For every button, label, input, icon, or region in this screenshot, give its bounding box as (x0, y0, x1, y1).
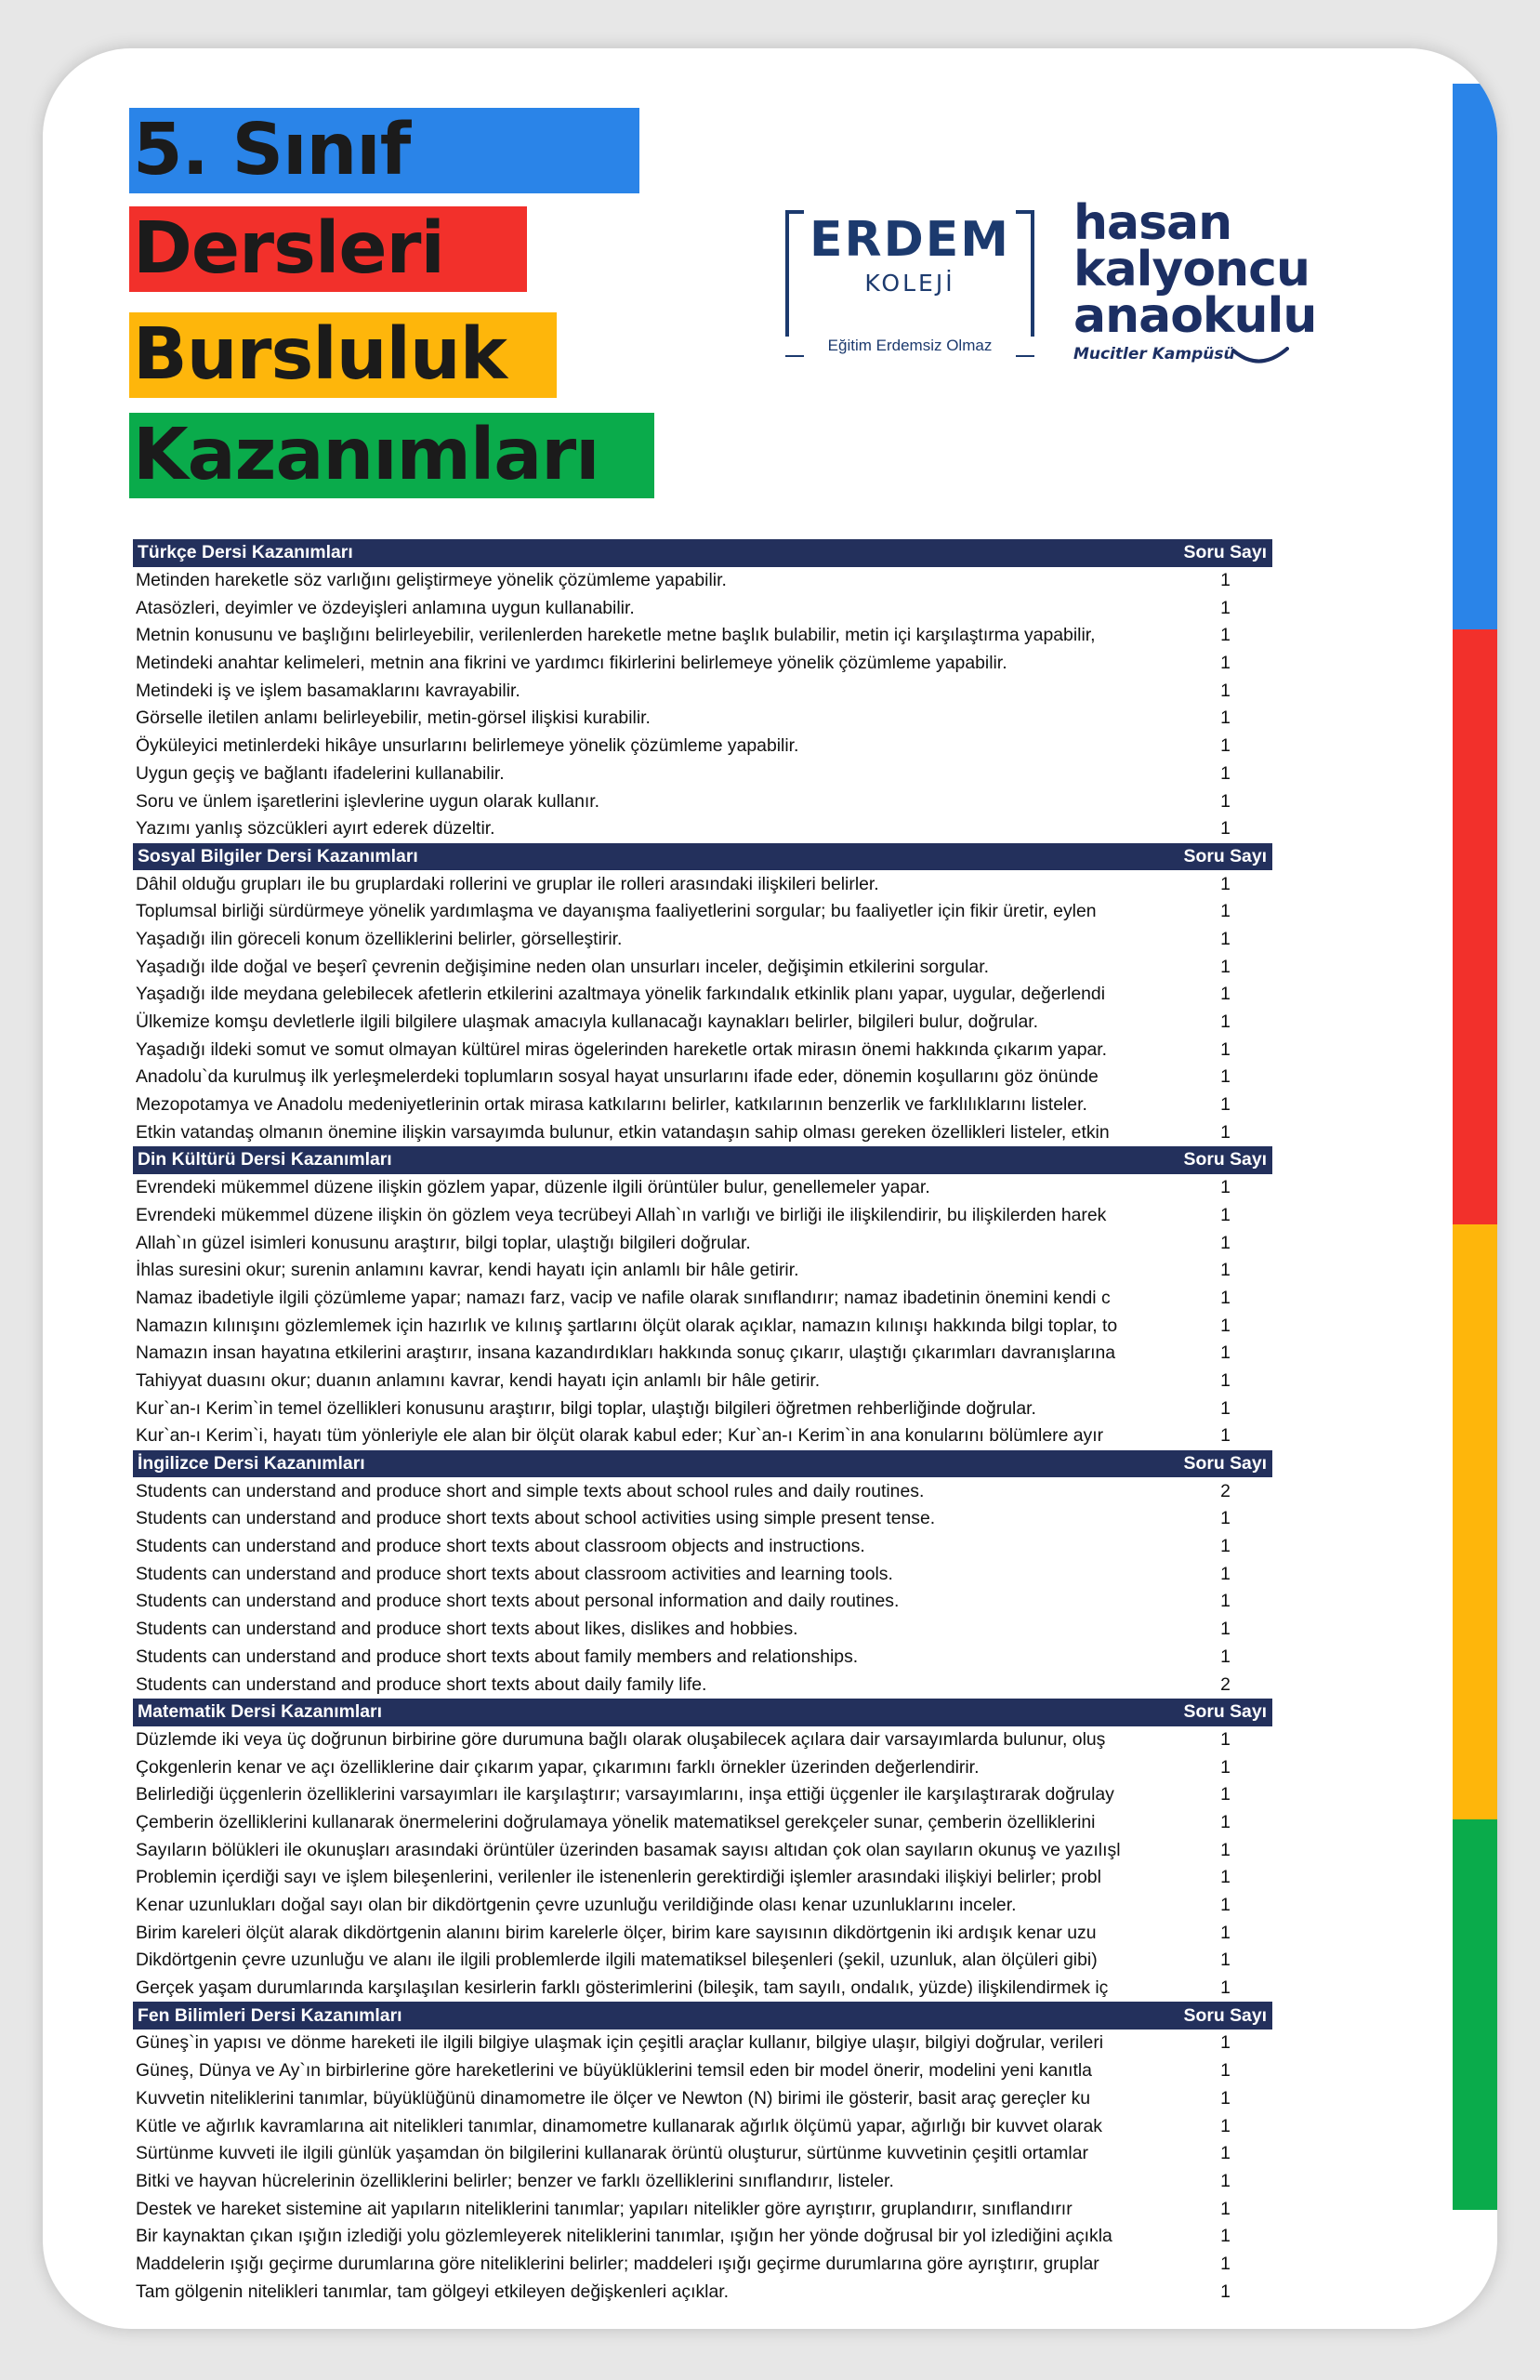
table-row (133, 2168, 1272, 2196)
table-row (133, 1257, 1272, 1285)
outcome-text: Students can understand and produce short texts about likes, dislikes and hobbies. (136, 1619, 798, 1640)
outcome-text: Yaşadığı ilde doğal ve beşerî çevrenin değişimine neden olan unsurları inceler, değişimin etkilerini sorgular. (136, 956, 989, 977)
outcome-text: Allah`ın güzel isimleri konusunu araştırır, bilgi toplar, ulaştığı bilgileri doğrular. (136, 1232, 751, 1253)
outcome-text: Kur`an-ı Kerim`in temel özellikleri konusunu araştırır, bilgi toplar, ulaştığı bilgileri öğretmen rehberliğinde doğrular. (136, 1397, 1036, 1419)
section-title: Matematik Dersi Kazanımları (138, 1701, 382, 1723)
table-row (133, 2251, 1272, 2279)
outcome-text: Tahiyyat duasını okur; duanın anlamını kavrar, kendi hayatı için anlamlı bir hâle getirir. (136, 1369, 821, 1391)
question-count: 1 (1220, 1784, 1231, 1805)
table-row (133, 1009, 1272, 1037)
section-title: Fen Bilimleri Dersi Kazanımları (138, 2004, 402, 2026)
question-count: 1 (1220, 1563, 1231, 1584)
outcome-text: Students can understand and produce short texts about classroom activities and learning tools. (136, 1563, 893, 1584)
question-count: 1 (1220, 2060, 1231, 2082)
question-count: 1 (1220, 2281, 1231, 2302)
outcome-text: Sayıların bölükleri ile okunuşları arasındaki örüntüler üzerinden basamak sayısı altıdan çok olan sayıların okunuş ve yazılışl (136, 1839, 1121, 1860)
question-count: 1 (1220, 1038, 1231, 1060)
table-row (133, 1312, 1272, 1340)
outcome-text: Students can understand and produce short and simple texts about school rules and daily routines. (136, 1480, 925, 1501)
table-row (133, 2195, 1272, 2223)
title-line-4: Kazanımları (129, 413, 654, 498)
question-count: 1 (1220, 1315, 1231, 1336)
question-count: 1 (1220, 735, 1231, 757)
table-row (133, 1229, 1272, 1257)
outcome-text: Evrendeki mükemmel düzene ilişkin ön gözlem veya tecrübeyi Allah`ın varlığı ve birliği ile ilişkilendirir, bu ilişkilerden harek (136, 1204, 1107, 1225)
outcome-text: Evrendeki mükemmel düzene ilişkin gözlem yapar, düzenle ilgili örüntüler bulur, genellemeler yapar. (136, 1177, 930, 1198)
outcome-text: Dikdörtgenin çevre uzunluğu ve alanı ile ilgili problemlerde ilgili matematiksel bileşenleri (şekil, uzunluk, alan ölçüleri gibi) (136, 1950, 1098, 1971)
outcome-text: Anadolu`da kurulmuş ilk yerleşmelerdeki toplumların sosyal hayat unsurlarını ifade eder, dönemin koşullarını göz önünde (136, 1066, 1099, 1088)
erdem-logo-sub: KOLEJİ (864, 270, 955, 297)
outcome-text: Namazın kılınışını gözlemlemek için hazırlık ve kılınış şartlarını ölçüt olarak açıklar, namazın kılınışı hakkında bilgi toplar, to (136, 1315, 1118, 1336)
outcome-text: Belirlediği üçgenlerin özelliklerini varsayımları ile karşılaştırır; varsayımlarını, inşa ettiği üçgenler ile karşılaştırarak doğrulay (136, 1784, 1114, 1805)
table-row (133, 898, 1272, 926)
table-row (133, 953, 1272, 981)
outcome-text: Kütle ve ağırlık kavramlarına ait nitelikleri tanımlar, dinamometre kullanarak ağırlık ölçümü yapar, ağırlığı bir kuvvet olarak (136, 2115, 1103, 2136)
question-count: 1 (1220, 928, 1231, 949)
question-count: 1 (1220, 1839, 1231, 1860)
table-row (133, 787, 1272, 815)
question-count: 1 (1220, 1012, 1231, 1033)
table-row (133, 1947, 1272, 1975)
table-row (133, 1726, 1272, 1754)
table-row (133, 1285, 1272, 1313)
erdem-logo-name: ERDEM (809, 212, 1010, 268)
outcome-text: Ülkemize komşu devletlerle ilgili bilgilere ulaşmak amacıyla kullanacağı kaynakları belirler, bilgileri bulur, doğrular. (136, 1012, 1039, 1033)
count-column-header: Soru Sayı (1183, 2004, 1267, 2026)
outcome-text: Toplumsal birliği sürdürmeye yönelik yardımlaşma ve dayanışma faaliyetlerini sorgular; bu faaliyetler için fikir üretir, eylen (136, 901, 1097, 922)
table-row (133, 2030, 1272, 2057)
question-count: 1 (1220, 1508, 1231, 1529)
table-row (133, 1174, 1272, 1202)
table-row (133, 1781, 1272, 1809)
table-row (133, 594, 1272, 622)
table-row (133, 1533, 1272, 1561)
hk-logo-sub: Mucitler Kampüsü (1073, 345, 1235, 364)
question-count: 1 (1220, 2170, 1231, 2191)
outcome-text: Etkin vatandaş olmanın önemine ilişkin varsayımda bulunur, etkin vatandaşın sahip olması gereken özellikleri listeler, etkin (136, 1121, 1110, 1143)
question-count: 1 (1220, 2115, 1231, 2136)
table-row (133, 1118, 1272, 1146)
table-row (133, 1753, 1272, 1781)
section-title: Sosyal Bilgiler Dersi Kazanımları (138, 845, 418, 866)
hk-logo-line-3: anaokulu (1073, 288, 1317, 344)
section-title: İngilizce Dersi Kazanımları (138, 1453, 365, 1474)
accent-bar-red (1453, 629, 1497, 1224)
question-count: 1 (1220, 873, 1231, 894)
outcome-text: Birim kareleri ölçüt alarak dikdörtgenin alanını birim karelerle ölçer, birim kare sayısının dikdörtgenin iki ardışık kenar uzu (136, 1922, 1097, 1943)
question-count: 1 (1220, 2198, 1231, 2219)
outcome-text: Students can understand and produce short texts about school activities using simple present tense. (136, 1508, 936, 1529)
question-count: 1 (1220, 1646, 1231, 1667)
outcome-text: Bitki ve hayvan hücrelerinin özelliklerini belirler; benzer ve farklı özelliklerini sınıflandırır, listeler. (136, 2170, 894, 2191)
title-line-1: 5. Sınıf (129, 108, 639, 193)
table-row (133, 1975, 1272, 2003)
question-count: 1 (1220, 1177, 1231, 1198)
count-column-header: Soru Sayı (1183, 1453, 1267, 1474)
outcome-text: Öyküleyici metinlerdeki hikâye unsurlarını belirlemeye yönelik çözümleme yapabilir. (136, 735, 799, 757)
question-count: 1 (1220, 1536, 1231, 1557)
outcome-text: Düzlemde iki veya üç doğrunun birbirine göre durumuna bağlı olarak oluşabilecek açılara dair varsayımlarda bulunur, oluş (136, 1728, 1106, 1750)
table-row (133, 1644, 1272, 1672)
table-row (133, 1588, 1272, 1616)
table-row (133, 2140, 1272, 2168)
outcome-text: Students can understand and produce short texts about personal information and daily routines. (136, 1591, 900, 1612)
question-count: 1 (1220, 1756, 1231, 1778)
outcome-text: Tam gölgenin nitelikleri tanımlar, tam gölgeyi etkileyen değişkenleri açıklar. (136, 2281, 730, 2302)
erdem-logo-motto: Eğitim Erdemsiz Olmaz (785, 337, 1034, 355)
outcome-text: Metindeki iş ve işlem basamaklarını kavrayabilir. (136, 680, 520, 701)
table-row (133, 2223, 1272, 2251)
section-header (133, 1450, 1272, 1478)
table-row (133, 1671, 1272, 1699)
table-row (133, 1560, 1272, 1588)
question-count: 1 (1220, 707, 1231, 729)
question-count: 1 (1220, 570, 1231, 591)
outcome-text: Namazın insan hayatına etkilerini araştırır, insana kazandırdıkları hakkında sonuç çıkarır, ulaştığı çıkarımları davranışlarına (136, 1342, 1116, 1364)
outcome-text: Güneş, Dünya ve Ay`ın birbirlerine göre hareketlerini ve büyüklüklerini temsil eden bir model önerir, modelini yeni kanıtla (136, 2060, 1092, 2082)
question-count: 1 (1220, 818, 1231, 840)
table-row (133, 1809, 1272, 1837)
question-count: 1 (1220, 1369, 1231, 1391)
outcome-text: Uygun geçiş ve bağlantı ifadelerini kullanabilir. (136, 762, 505, 784)
question-count: 2 (1220, 1480, 1231, 1501)
question-count: 1 (1220, 1922, 1231, 1943)
table-row (133, 567, 1272, 595)
question-count: 1 (1220, 1204, 1231, 1225)
question-count: 1 (1220, 1811, 1231, 1832)
section-header (133, 843, 1272, 871)
table-row (133, 1036, 1272, 1064)
question-count: 2 (1220, 1673, 1231, 1695)
section-header (133, 2002, 1272, 2030)
count-column-header: Soru Sayı (1183, 1149, 1267, 1170)
smile-icon (1231, 347, 1289, 367)
question-count: 1 (1220, 1425, 1231, 1447)
question-count: 1 (1220, 1950, 1231, 1971)
outcome-text: Problemin içerdiği sayı ve işlem bileşenlerini, verilenler ile istenenlerin gerektirdiği işlemler arasındaki ilişkiyi belirler; probl (136, 1867, 1101, 1888)
outcome-text: Students can understand and produce short texts about classroom objects and instructions. (136, 1536, 865, 1557)
outcome-text: Metinden hareketle söz varlığını geliştirmeye yönelik çözümleme yapabilir. (136, 570, 727, 591)
question-count: 1 (1220, 1867, 1231, 1888)
question-count: 1 (1220, 2087, 1231, 2109)
section-title: Türkçe Dersi Kazanımları (138, 542, 353, 563)
table-row (133, 2112, 1272, 2140)
title-line-2: Dersleri (129, 206, 527, 292)
outcome-text: Kur`an-ı Kerim`i, hayatı tüm yönleriyle ele alan bir ölçüt olarak kabul eder; Kur`an-ı Kerim`in ana konularını bölümlere ayır (136, 1425, 1104, 1447)
outcome-text: Metnin konusunu ve başlığını belirleyebilir, verilenlerden hareketle metne başlık bulabilir, metin içi karşılaştırma yapabilir, (136, 625, 1096, 646)
question-count: 1 (1220, 1591, 1231, 1612)
title-line-3: Bursluluk (129, 312, 557, 398)
question-count: 1 (1220, 901, 1231, 922)
table-row (133, 733, 1272, 760)
section-header (133, 539, 1272, 567)
question-count: 1 (1220, 984, 1231, 1005)
table-row (133, 2278, 1272, 2306)
table-row (133, 1368, 1272, 1395)
outcome-text: Görselle iletilen anlamı belirleyebilir, metin-görsel ilişkisi kurabilir. (136, 707, 651, 729)
table-row (133, 1919, 1272, 1947)
table-row (133, 622, 1272, 650)
table-row (133, 1340, 1272, 1368)
question-count: 1 (1220, 1342, 1231, 1364)
hk-logo-line-2: kalyoncu (1073, 242, 1310, 298)
question-count: 1 (1220, 2226, 1231, 2247)
question-count: 1 (1220, 1728, 1231, 1750)
hasan-kalyoncu-logo (1073, 195, 1317, 364)
outcome-text: Çokgenlerin kenar ve açı özelliklerine dair çıkarım yapar, çıkarımını farklı örnekler üzerinden değerlendirir. (136, 1756, 980, 1778)
count-column-header: Soru Sayı (1183, 1701, 1267, 1723)
question-count: 1 (1220, 597, 1231, 618)
question-count: 1 (1220, 2253, 1231, 2274)
table-row (133, 1836, 1272, 1864)
table-row (133, 1864, 1272, 1892)
table-row (133, 1892, 1272, 1920)
accent-bar-yellow (1453, 1224, 1497, 1819)
outcome-text: Namaz ibadetiyle ilgili çözümleme yapar; namazı farz, vacip ve nafile olarak sınıflandırır; namaz ibadetinin önemini kendi c (136, 1287, 1111, 1308)
question-count: 1 (1220, 653, 1231, 674)
outcome-text: Maddelerin ışığı geçirme durumlarına göre niteliklerini belirler; maddeleri ışığı geçirme durumlarına göre ayrıştırır, gruplar (136, 2253, 1099, 2274)
question-count: 1 (1220, 2143, 1231, 2164)
outcome-text: İhlas suresini okur; surenin anlamını kavrar, kendi hayatı için anlamlı bir hâle getirir. (136, 1260, 799, 1281)
outcome-text: Kuvvetin niteliklerini tanımlar, büyüklüğünü dinamometre ile ölçer ve Newton (N) birimi ile gösterir, basit araç gereçler ku (136, 2087, 1091, 2109)
question-count: 1 (1220, 1619, 1231, 1640)
question-count: 1 (1220, 956, 1231, 977)
erdem-koleji-logo (785, 210, 1034, 359)
question-count: 1 (1220, 1977, 1231, 1999)
table-row (133, 2057, 1272, 2085)
outcome-text: Mezopotamya ve Anadolu medeniyetlerinin ortak mirasa katkılarını belirler, katkılarının benzerlik ve farklılıklarını listeler. (136, 1094, 1087, 1116)
outcome-text: Yazımı yanlış sözcükleri ayırt ederek düzeltir. (136, 818, 495, 840)
table-row (133, 870, 1272, 898)
outcome-text: Metindeki anahtar kelimeleri, metnin ana fikrini ve yardımcı fikirlerini belirlemeye yönelik çözümleme yapabilir. (136, 653, 1007, 674)
table-row (133, 981, 1272, 1009)
question-count: 1 (1220, 1287, 1231, 1308)
question-count: 1 (1220, 1094, 1231, 1116)
table-row (133, 1616, 1272, 1644)
table-row (133, 1422, 1272, 1450)
outcome-text: Yaşadığı ilin göreceli konum özelliklerini belirler, görselleştirir. (136, 928, 623, 949)
outcome-text: Çemberin özelliklerini kullanarak önermelerini doğrulamaya yönelik matematiksel gerekçeler sunar, çemberin özelliklerini (136, 1811, 1096, 1832)
outcome-text: Kenar uzunlukları doğal sayı olan bir dikdörtgenin çevre uzunluğu verildiğinde olası kenar uzunluklarını inceler. (136, 1895, 1017, 1916)
question-count: 1 (1220, 1397, 1231, 1419)
outcome-text: Yaşadığı ildeki somut ve somut olmayan kültürel miras ögelerinden hareketle ortak mirasın önemi hakkında çıkarım yapar. (136, 1038, 1108, 1060)
table-row (133, 1064, 1272, 1091)
count-column-header: Soru Sayı (1183, 542, 1267, 563)
question-count: 1 (1220, 680, 1231, 701)
table-row (133, 1202, 1272, 1230)
question-count: 1 (1220, 1260, 1231, 1281)
table-row (133, 760, 1272, 788)
outcome-text: Students can understand and produce short texts about daily family life. (136, 1673, 707, 1695)
question-count: 1 (1220, 1121, 1231, 1143)
table-row (133, 926, 1272, 954)
table-row (133, 650, 1272, 678)
table-row (133, 705, 1272, 733)
question-count: 1 (1220, 1895, 1231, 1916)
section-header (133, 1699, 1272, 1726)
outcome-text: Sürtünme kuvveti ile ilgili günlük yaşamdan ön bilgilerini kullanarak örüntü oluşturur, sürtünme kuvvetinin çeşitli ortamlar (136, 2143, 1088, 2164)
outcome-text: Students can understand and produce short texts about family members and relationships. (136, 1646, 859, 1667)
question-count: 1 (1220, 2032, 1231, 2054)
outcome-text: Destek ve hareket sistemine ait yapıların niteliklerini tanımlar; yapıları nitelikler göre ayrıştırır, gruplandırır, sınıflandırır (136, 2198, 1073, 2219)
outcome-text: Soru ve ünlem işaretlerini işlevlerine uygun olarak kullanır. (136, 790, 600, 812)
section-header (133, 1146, 1272, 1174)
outcome-text: Yaşadığı ilde meydana gelebilecek afetlerin etkilerini azaltmaya yönelik farkındalık etkinlik planı yapar, uygular, değerlendi (136, 984, 1106, 1005)
table-row (133, 1477, 1272, 1505)
question-count: 1 (1220, 1066, 1231, 1088)
question-count: 1 (1220, 625, 1231, 646)
outcome-text: Güneş`in yapısı ve dönme hareketi ile ilgili bilgiye ulaşmak için çeşitli araçlar kullanır, bilgiye ulaşır, bilgiyi doğrular, verileri (136, 2032, 1104, 2054)
hk-logo-line-1: hasan (1073, 195, 1232, 251)
question-count: 1 (1220, 790, 1231, 812)
table-row (133, 815, 1272, 843)
table-row (133, 2085, 1272, 2113)
outcome-text: Gerçek yaşam durumlarında karşılaşılan kesirlerin farklı gösterimlerini (bileşik, tam sayılı, ondalık, yüzde) ilişkilendirmek iç (136, 1977, 1109, 1999)
outcome-text: Bir kaynaktan çıkan ışığın izlediği yolu gözlemleyerek niteliklerini tanımlar, ışığın her yönde doğrusal bir yol izlediğini açıkla (136, 2226, 1112, 2247)
outcome-text: Dâhil olduğu grupları ile bu gruplardaki rollerini ve gruplar ile rolleri arasındaki ilişkileri belirler. (136, 873, 879, 894)
question-count: 1 (1220, 762, 1231, 784)
question-count: 1 (1220, 1232, 1231, 1253)
curriculum-table (133, 539, 1272, 2306)
section-title: Din Kültürü Dersi Kazanımları (138, 1149, 392, 1170)
table-row (133, 1505, 1272, 1533)
table-row (133, 1395, 1272, 1422)
outcome-text: Atasözleri, deyimler ve özdeyişleri anlamına uygun kullanabilir. (136, 597, 635, 618)
table-row (133, 677, 1272, 705)
table-row (133, 1091, 1272, 1119)
accent-bar-green (1453, 1819, 1497, 2210)
count-column-header: Soru Sayı (1183, 845, 1267, 866)
accent-bar-blue (1453, 84, 1497, 629)
